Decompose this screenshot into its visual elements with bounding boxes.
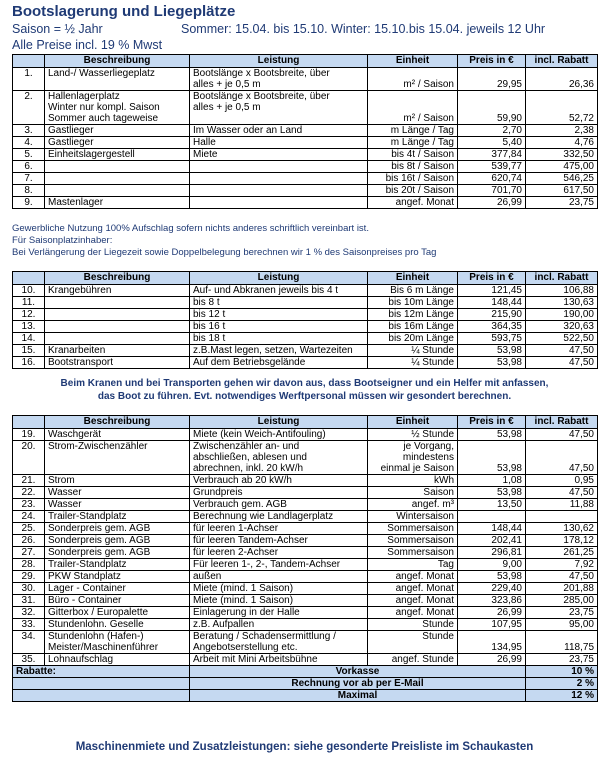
cell-einheit: bis 4t / Saison [368, 149, 458, 161]
cell-rabatt: 546,25 [526, 173, 598, 185]
cell-rabatt: 11,88 [526, 499, 598, 511]
cell-rabatt: 106,88 [526, 285, 598, 297]
cell-leistung: Einlagerung in der Halle [190, 607, 368, 619]
cell-nr: 14. [13, 333, 45, 345]
column-header-leistung: Leistung [190, 55, 368, 68]
table-row [13, 309, 598, 321]
cell-rabatt: 2,38 [526, 125, 598, 137]
cell-preis: 53,98 [458, 571, 526, 583]
column-header-nr [13, 416, 45, 429]
column-header-einheit: Einheit [368, 55, 458, 68]
cell-einheit: bis 12m Länge [368, 309, 458, 321]
cell-preis: 701,70 [458, 185, 526, 197]
cell-nr: 15. [13, 345, 45, 357]
cell-einheit: m² / Saison [368, 91, 458, 125]
cell-nr: 22. [13, 487, 45, 499]
cell-leistung: Miete [190, 149, 368, 161]
page-title: Bootslagerung und Liegeplätze [12, 3, 236, 20]
cell-nr: 10. [13, 285, 45, 297]
cell-rabatt: 47,50 [526, 429, 598, 441]
cell-rabatt: 178,12 [526, 535, 598, 547]
cell-preis: 364,35 [458, 321, 526, 333]
table-row [13, 487, 598, 499]
cell-leistung: Beratung / Schadensermittlung / Angebotserstellung etc. [190, 631, 368, 654]
cell-nr: 7. [13, 173, 45, 185]
cell-rabatt: 47,50 [526, 571, 598, 583]
table-row [13, 595, 598, 607]
table-row [13, 559, 598, 571]
cell-einheit: bis 20m Länge [368, 333, 458, 345]
cell-nr: 25. [13, 523, 45, 535]
cell-leistung: Berechnung wie Landlagerplatz [190, 511, 368, 523]
cell-einheit: bis 16m Länge [368, 321, 458, 333]
table-row [13, 321, 598, 333]
discount-row [13, 690, 598, 702]
cell-rabatt: 7,92 [526, 559, 598, 571]
cell-leistung: Für leeren 1-, 2-, Tandem-Achser [190, 559, 368, 571]
cell-rabatt: 23,75 [526, 197, 598, 209]
cell-nr: 13. [13, 321, 45, 333]
cell-einheit: Stunde [368, 619, 458, 631]
cell-beschreibung: Stundenlohn (Hafen-) Meister/Maschinenführer [45, 631, 190, 654]
cell-nr: 34. [13, 631, 45, 654]
table-row [13, 631, 598, 654]
cell-einheit: Sommersaison [368, 523, 458, 535]
discount-value: 12 % [526, 690, 598, 702]
cell-einheit: bis 8t / Saison [368, 161, 458, 173]
cell-rabatt: 190,00 [526, 309, 598, 321]
cell-preis: 13,50 [458, 499, 526, 511]
cell-beschreibung [45, 333, 190, 345]
cell-leistung: Verbrauch gem. AGB [190, 499, 368, 511]
discount-text: Rechnung vor ab per E-Mail [190, 678, 526, 690]
table-header-row [13, 416, 598, 429]
column-header-rabatt: incl. Rabatt [526, 55, 598, 68]
cell-beschreibung [45, 185, 190, 197]
cell-nr: 5. [13, 149, 45, 161]
cell-nr: 6. [13, 161, 45, 173]
season-line: Saison = ½ Jahr [12, 22, 103, 36]
cell-beschreibung: Einheitslagergestell [45, 149, 190, 161]
column-header-preis: Preis in € [458, 55, 526, 68]
cell-leistung [190, 197, 368, 209]
table-row [13, 441, 598, 475]
cell-nr: 31. [13, 595, 45, 607]
cell-preis: 215,90 [458, 309, 526, 321]
cell-nr: 29. [13, 571, 45, 583]
table-row [13, 285, 598, 297]
cell-beschreibung [45, 161, 190, 173]
cell-beschreibung: Lohnaufschlag [45, 654, 190, 666]
cell-leistung: Auf- und Abkranen jeweils bis 4 t [190, 285, 368, 297]
cell-nr: 4. [13, 137, 45, 149]
cell-preis [458, 511, 526, 523]
cell-beschreibung: Gastlieger [45, 125, 190, 137]
cell-rabatt: 285,00 [526, 595, 598, 607]
cell-leistung: außen [190, 571, 368, 583]
column-header-beschreibung: Beschreibung [45, 272, 190, 285]
cell-leistung: bis 16 t [190, 321, 368, 333]
table-row [13, 499, 598, 511]
cell-leistung: Zwischenzähler an- und abschließen, ablesen und abrechnen, inkl. 20 kW/h [190, 441, 368, 475]
cell-beschreibung: Mastenlager [45, 197, 190, 209]
cell-preis: 53,98 [458, 345, 526, 357]
cell-beschreibung [45, 297, 190, 309]
cell-beschreibung: Wasser [45, 487, 190, 499]
cell-einheit: Saison [368, 487, 458, 499]
cell-rabatt: 475,00 [526, 161, 598, 173]
cell-leistung: Auf dem Betriebsgelände [190, 357, 368, 369]
table-row [13, 185, 598, 197]
cell-preis: 26,99 [458, 654, 526, 666]
cell-leistung: Halle [190, 137, 368, 149]
discount-row [13, 678, 598, 690]
cell-einheit: je Vorgang, mindestens einmal je Saison [368, 441, 458, 475]
table-row [13, 345, 598, 357]
cell-rabatt: 47,50 [526, 487, 598, 499]
cell-nr: 27. [13, 547, 45, 559]
cell-leistung: für leeren Tandem-Achser [190, 535, 368, 547]
cell-einheit: Bis 6 m Länge [368, 285, 458, 297]
cell-einheit: angef. m³ [368, 499, 458, 511]
cell-preis: 229,40 [458, 583, 526, 595]
cell-beschreibung: Strom-Zwischenzähler [45, 441, 190, 475]
cell-einheit: ¼ Stunde [368, 357, 458, 369]
vat-line: Alle Preise incl. 19 % Mwst [12, 38, 163, 52]
cell-beschreibung: Kranarbeiten [45, 345, 190, 357]
cell-einheit: Sommersaison [368, 535, 458, 547]
cell-beschreibung: Lager - Container [45, 583, 190, 595]
cell-beschreibung: Krangebühren [45, 285, 190, 297]
cell-leistung: Miete (kein Weich-Antifouling) [190, 429, 368, 441]
cell-rabatt: 47,50 [526, 357, 598, 369]
cell-rabatt: 52,72 [526, 91, 598, 125]
table-row [13, 161, 598, 173]
cell-einheit: bis 20t / Saison [368, 185, 458, 197]
note-season-holders: Für Saisonplatzinhaber: [12, 235, 113, 246]
cell-beschreibung: Hallenlagerplatz Winter nur kompl. Saison Sommer auch tageweise [45, 91, 190, 125]
cell-beschreibung [45, 321, 190, 333]
cell-nr: 26. [13, 535, 45, 547]
discount-label [13, 678, 190, 690]
cell-rabatt: 130,62 [526, 523, 598, 535]
column-header-einheit: Einheit [368, 272, 458, 285]
cell-einheit: ¼ Stunde [368, 345, 458, 357]
cell-rabatt: 23,75 [526, 654, 598, 666]
cell-leistung: für leeren 1-Achser [190, 523, 368, 535]
column-header-rabatt: incl. Rabatt [526, 416, 598, 429]
discount-value: 10 % [526, 666, 598, 678]
cell-beschreibung: PKW Standplatz [45, 571, 190, 583]
cell-einheit: Sommersaison [368, 547, 458, 559]
cell-preis: 323,86 [458, 595, 526, 607]
price-table-crane [12, 271, 598, 369]
cell-leistung: Verbrauch ab 20 kW/h [190, 475, 368, 487]
table-row [13, 297, 598, 309]
cell-preis: 107,95 [458, 619, 526, 631]
cell-beschreibung: Sonderpreis gem. AGB [45, 523, 190, 535]
cell-einheit: angef. Monat [368, 607, 458, 619]
cell-rabatt: 47,50 [526, 441, 598, 475]
table-row [13, 197, 598, 209]
cell-preis: 26,99 [458, 197, 526, 209]
cell-preis: 5,40 [458, 137, 526, 149]
table-row [13, 68, 598, 91]
cell-preis: 53,98 [458, 441, 526, 475]
cell-nr: 32. [13, 607, 45, 619]
table-row [13, 547, 598, 559]
cell-beschreibung [45, 173, 190, 185]
table-row [13, 333, 598, 345]
cell-preis: 202,41 [458, 535, 526, 547]
table-row [13, 125, 598, 137]
cell-beschreibung: Sonderpreis gem. AGB [45, 535, 190, 547]
cell-preis: 134,95 [458, 631, 526, 654]
cell-nr: 11. [13, 297, 45, 309]
discount-text: Maximal [190, 690, 526, 702]
table-row [13, 523, 598, 535]
cell-rabatt: 617,50 [526, 185, 598, 197]
discount-label [13, 690, 190, 702]
table-row [13, 429, 598, 441]
cell-rabatt: 26,36 [526, 68, 598, 91]
cell-nr: 8. [13, 185, 45, 197]
cell-preis: 1,08 [458, 475, 526, 487]
cell-rabatt: 320,63 [526, 321, 598, 333]
cell-nr: 30. [13, 583, 45, 595]
column-header-nr [13, 55, 45, 68]
cell-beschreibung [45, 309, 190, 321]
cell-preis: 539,77 [458, 161, 526, 173]
cell-rabatt: 47,50 [526, 345, 598, 357]
cell-preis: 2,70 [458, 125, 526, 137]
cell-einheit: Wintersaison [368, 511, 458, 523]
column-header-nr [13, 272, 45, 285]
cell-beschreibung: Trailer-Standplatz [45, 511, 190, 523]
season-detail: Sommer: 15.04. bis 15.10. Winter: 15.10.bis 15.04. jeweils 12 Uhr [181, 22, 546, 36]
cell-leistung: bis 12 t [190, 309, 368, 321]
cell-einheit: angef. Monat [368, 197, 458, 209]
cell-rabatt: 522,50 [526, 333, 598, 345]
cell-leistung: Grundpreis [190, 487, 368, 499]
cell-beschreibung: Stundenlohn. Geselle [45, 619, 190, 631]
cell-nr: 20. [13, 441, 45, 475]
cell-einheit: m Länge / Tag [368, 137, 458, 149]
note-commercial: Gewerbliche Nutzung 100% Aufschlag sofern nichts anderes schriftlich vereinbart ist. [12, 223, 369, 234]
cell-nr: 3. [13, 125, 45, 137]
cell-preis: 296,81 [458, 547, 526, 559]
table-row [13, 357, 598, 369]
cell-rabatt: 118,75 [526, 631, 598, 654]
cell-nr: 28. [13, 559, 45, 571]
cell-rabatt: 261,25 [526, 547, 598, 559]
cell-leistung: Bootslänge x Bootsbreite, über alles + je 0,5 m [190, 91, 368, 125]
cell-einheit: m² / Saison [368, 68, 458, 91]
cell-rabatt: 0,95 [526, 475, 598, 487]
table-row [13, 571, 598, 583]
cell-leistung [190, 173, 368, 185]
cell-preis: 53,98 [458, 487, 526, 499]
cell-beschreibung: Land-/ Wasserliegeplatz [45, 68, 190, 91]
cell-leistung: bis 8 t [190, 297, 368, 309]
column-header-rabatt: incl. Rabatt [526, 272, 598, 285]
cell-preis: 121,45 [458, 285, 526, 297]
cell-rabatt: 201,88 [526, 583, 598, 595]
cell-beschreibung: Büro - Container [45, 595, 190, 607]
cell-leistung: Miete (mind. 1 Saison) [190, 583, 368, 595]
cell-leistung: Miete (mind. 1 Saison) [190, 595, 368, 607]
cell-preis: 53,98 [458, 429, 526, 441]
cell-rabatt: 95,00 [526, 619, 598, 631]
cell-rabatt: 130,63 [526, 297, 598, 309]
cell-rabatt: 23,75 [526, 607, 598, 619]
cell-preis: 593,75 [458, 333, 526, 345]
cell-preis: 53,98 [458, 357, 526, 369]
cell-leistung: z.B. Aufpallen [190, 619, 368, 631]
discount-value: 2 % [526, 678, 598, 690]
cell-nr: 2. [13, 91, 45, 125]
cell-nr: 16. [13, 357, 45, 369]
price-table-storage [12, 54, 598, 209]
cell-preis: 59,90 [458, 91, 526, 125]
cell-nr: 23. [13, 499, 45, 511]
cell-nr: 1. [13, 68, 45, 91]
cell-nr: 24. [13, 511, 45, 523]
table-row [13, 475, 598, 487]
cell-nr: 21. [13, 475, 45, 487]
price-table-extras [12, 415, 598, 702]
table-row [13, 137, 598, 149]
cell-beschreibung: Gitterbox / Europalette [45, 607, 190, 619]
cell-einheit: ½ Stunde [368, 429, 458, 441]
cell-beschreibung: Sonderpreis gem. AGB [45, 547, 190, 559]
table-row [13, 535, 598, 547]
discount-row [13, 666, 598, 678]
cell-rabatt [526, 511, 598, 523]
cell-beschreibung: Strom [45, 475, 190, 487]
cell-nr: 35. [13, 654, 45, 666]
discount-label: Rabatte: [13, 666, 190, 678]
cell-einheit: Stunde [368, 631, 458, 654]
cell-einheit: angef. Stunde [368, 654, 458, 666]
column-header-leistung: Leistung [190, 272, 368, 285]
cell-einheit: Tag [368, 559, 458, 571]
cell-beschreibung: Bootstransport [45, 357, 190, 369]
column-header-beschreibung: Beschreibung [45, 55, 190, 68]
cell-einheit: kWh [368, 475, 458, 487]
cell-leistung: Arbeit mit Mini Arbeitsbühne [190, 654, 368, 666]
cell-beschreibung: Gastlieger [45, 137, 190, 149]
cell-leistung: z.B.Mast legen, setzen, Wartezeiten [190, 345, 368, 357]
cell-nr: 33. [13, 619, 45, 631]
cell-einheit: bis 16t / Saison [368, 173, 458, 185]
cell-leistung [190, 185, 368, 197]
table-row [13, 583, 598, 595]
cell-nr: 9. [13, 197, 45, 209]
cell-einheit: m Länge / Tag [368, 125, 458, 137]
crane-warning: Beim Kranen und bei Transporten gehen wir davon aus, dass Bootseigner und ein Helfer mit anfassen, das Boot zu führen. Evt. notwendiges Werftpersonal müssen wir gesondert berechnen. [60, 378, 549, 402]
cell-preis: 9,00 [458, 559, 526, 571]
discount-text: Vorkasse [190, 666, 526, 678]
table-row [13, 511, 598, 523]
cell-rabatt: 4,76 [526, 137, 598, 149]
cell-nr: 19. [13, 429, 45, 441]
table-row [13, 619, 598, 631]
cell-einheit: angef. Monat [368, 583, 458, 595]
cell-leistung: Bootslänge x Bootsbreite, über alles + je 0,5 m [190, 68, 368, 91]
cell-rabatt: 332,50 [526, 149, 598, 161]
cell-nr: 12. [13, 309, 45, 321]
cell-preis: 29,95 [458, 68, 526, 91]
cell-leistung: Im Wasser oder an Land [190, 125, 368, 137]
table-row [13, 654, 598, 666]
table-row [13, 607, 598, 619]
cell-einheit: angef. Monat [368, 571, 458, 583]
table-header-row [13, 55, 598, 68]
table-row [13, 149, 598, 161]
column-header-preis: Preis in € [458, 272, 526, 285]
footer-note: Maschinenmiete und Zusatzleistungen: siehe gesonderte Preisliste im Schaukasten [75, 741, 534, 753]
cell-leistung: bis 18 t [190, 333, 368, 345]
cell-leistung: für leeren 2-Achser [190, 547, 368, 559]
cell-preis: 148,44 [458, 297, 526, 309]
cell-preis: 377,84 [458, 149, 526, 161]
table-row [13, 173, 598, 185]
cell-beschreibung: Waschgerät [45, 429, 190, 441]
cell-beschreibung: Wasser [45, 499, 190, 511]
cell-preis: 148,44 [458, 523, 526, 535]
table-header-row [13, 272, 598, 285]
column-header-preis: Preis in € [458, 416, 526, 429]
cell-einheit: bis 10m Länge [368, 297, 458, 309]
column-header-beschreibung: Beschreibung [45, 416, 190, 429]
cell-einheit: angef. Monat [368, 595, 458, 607]
column-header-einheit: Einheit [368, 416, 458, 429]
column-header-leistung: Leistung [190, 416, 368, 429]
cell-preis: 620,74 [458, 173, 526, 185]
table-row [13, 91, 598, 125]
cell-leistung [190, 161, 368, 173]
cell-preis: 26,99 [458, 607, 526, 619]
cell-beschreibung: Trailer-Standplatz [45, 559, 190, 571]
note-extension: Bei Verlängerung der Liegezeit sowie Doppelbelegung berechnen wir 1 % des Saisonpreises pro Tag [12, 247, 437, 258]
